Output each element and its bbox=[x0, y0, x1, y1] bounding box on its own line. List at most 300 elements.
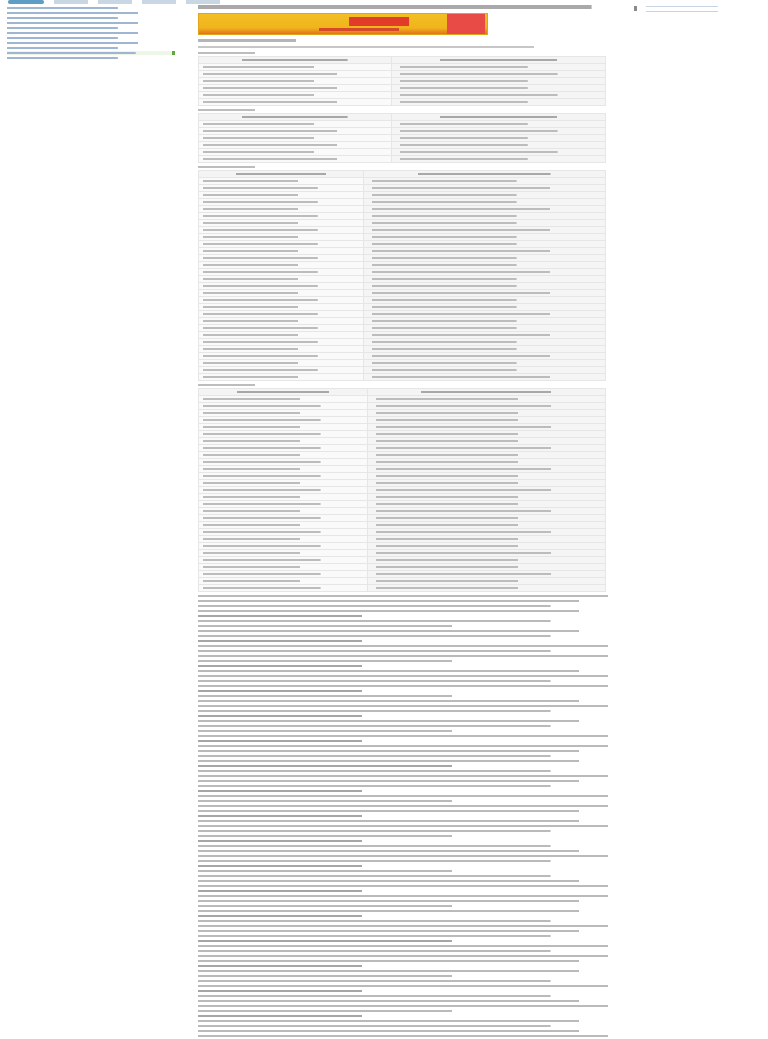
table-cell-label bbox=[199, 318, 364, 325]
answer-line bbox=[198, 1009, 608, 1013]
table-cell-label bbox=[199, 213, 364, 220]
table-cell-label bbox=[199, 536, 368, 543]
table-cell-answer bbox=[364, 192, 606, 199]
table-row bbox=[199, 543, 606, 550]
table-cell-label bbox=[199, 128, 392, 135]
table-cell-answer bbox=[364, 311, 606, 318]
answer-line bbox=[198, 994, 608, 998]
answer-line bbox=[198, 694, 608, 698]
left-nav-link[interactable] bbox=[7, 6, 175, 10]
top-nav-link[interactable] bbox=[54, 0, 88, 4]
table-cell-answer bbox=[364, 241, 606, 248]
answer-line bbox=[198, 789, 608, 793]
table-cell-label bbox=[199, 332, 364, 339]
table-row bbox=[199, 149, 606, 156]
answer-line bbox=[198, 859, 608, 863]
left-nav-link[interactable] bbox=[7, 16, 175, 20]
table-cell-answer bbox=[368, 536, 606, 543]
table-row bbox=[199, 135, 606, 142]
table-cell-answer bbox=[392, 99, 606, 106]
answer-line bbox=[198, 809, 608, 813]
table-row bbox=[199, 92, 606, 99]
table-cell-label bbox=[199, 466, 368, 473]
column-header bbox=[199, 171, 364, 178]
table-row bbox=[199, 220, 606, 227]
answer-line bbox=[198, 629, 608, 633]
promo-banner[interactable] bbox=[198, 13, 488, 35]
table-cell-answer bbox=[368, 438, 606, 445]
table-row bbox=[199, 304, 606, 311]
table-cell-answer bbox=[364, 367, 606, 374]
sidebar-link[interactable] bbox=[646, 5, 726, 8]
table-cell-label bbox=[199, 269, 364, 276]
table-row bbox=[199, 318, 606, 325]
answer-line bbox=[198, 664, 608, 668]
table-cell-label bbox=[199, 396, 368, 403]
table-cell-answer bbox=[364, 206, 606, 213]
table-cell-label bbox=[199, 445, 368, 452]
table-cell-answer bbox=[368, 515, 606, 522]
left-nav-link[interactable] bbox=[7, 31, 175, 35]
table-cell-answer bbox=[392, 92, 606, 99]
table-cell-answer bbox=[368, 501, 606, 508]
table-cell-label bbox=[199, 403, 368, 410]
table-cell-answer bbox=[392, 71, 606, 78]
answer-line bbox=[198, 724, 608, 728]
left-nav-link[interactable] bbox=[7, 36, 175, 40]
answer-line bbox=[198, 769, 608, 773]
table-cell-label bbox=[199, 473, 368, 480]
table-cell-label bbox=[199, 585, 368, 592]
left-navigation bbox=[7, 6, 175, 61]
table-cell-answer bbox=[364, 325, 606, 332]
worksheet-table bbox=[198, 113, 606, 163]
table-row bbox=[199, 178, 606, 185]
table-cell-label bbox=[199, 135, 392, 142]
table-cell-label bbox=[199, 501, 368, 508]
answer-line bbox=[198, 674, 608, 678]
table-cell-answer bbox=[364, 262, 606, 269]
sidebar-link[interactable] bbox=[646, 10, 726, 13]
table-row bbox=[199, 311, 606, 318]
table-cell-label bbox=[199, 149, 392, 156]
table-cell-answer bbox=[364, 290, 606, 297]
table-cell-label bbox=[199, 374, 364, 381]
table-cell-answer bbox=[364, 248, 606, 255]
table-cell-label bbox=[199, 578, 368, 585]
answer-line bbox=[198, 834, 608, 838]
table-cell-label bbox=[199, 550, 368, 557]
table-cell-label bbox=[199, 234, 364, 241]
section-heading bbox=[198, 37, 608, 43]
answer-line bbox=[198, 594, 608, 598]
table-cell-answer bbox=[368, 550, 606, 557]
left-nav-link-active[interactable] bbox=[7, 51, 175, 55]
answer-line bbox=[198, 819, 608, 823]
column-header bbox=[368, 389, 606, 396]
answer-line bbox=[198, 714, 608, 718]
table-cell-label bbox=[199, 220, 364, 227]
table-row bbox=[199, 276, 606, 283]
table-cell-answer bbox=[364, 178, 606, 185]
answer-line bbox=[198, 949, 608, 953]
table-cell-label bbox=[199, 438, 368, 445]
answer-line bbox=[198, 739, 608, 743]
table-row bbox=[199, 466, 606, 473]
table-cell-answer bbox=[368, 480, 606, 487]
answer-line bbox=[198, 944, 608, 948]
table-row bbox=[199, 459, 606, 466]
answer-line bbox=[198, 1014, 608, 1018]
question-label bbox=[198, 50, 608, 55]
table-cell-answer bbox=[368, 522, 606, 529]
answer-line bbox=[198, 954, 608, 958]
answer-line bbox=[198, 874, 608, 878]
table-row bbox=[199, 550, 606, 557]
table-cell-answer bbox=[392, 64, 606, 71]
table-cell-answer bbox=[392, 142, 606, 149]
table-cell-label bbox=[199, 248, 364, 255]
table-row bbox=[199, 585, 606, 592]
table-cell-answer bbox=[392, 121, 606, 128]
table-cell-answer bbox=[392, 156, 606, 163]
table-row bbox=[199, 522, 606, 529]
answer-line bbox=[198, 689, 608, 693]
table-cell-answer bbox=[368, 452, 606, 459]
table-cell-label bbox=[199, 360, 364, 367]
answer-line bbox=[198, 774, 608, 778]
table-cell-label bbox=[199, 304, 364, 311]
table-cell-label bbox=[199, 255, 364, 262]
worksheet-table bbox=[198, 56, 606, 106]
answer-line bbox=[198, 974, 608, 978]
answer-line bbox=[198, 839, 608, 843]
answer-line bbox=[198, 864, 608, 868]
answer-line bbox=[198, 1004, 608, 1008]
table-row bbox=[199, 206, 606, 213]
table-cell-label bbox=[199, 156, 392, 163]
answer-line bbox=[198, 649, 608, 653]
left-nav-link[interactable] bbox=[7, 56, 175, 60]
answer-line bbox=[198, 939, 608, 943]
answer-line bbox=[198, 984, 608, 988]
table-cell-label bbox=[199, 367, 364, 374]
table-cell-label bbox=[199, 346, 364, 353]
table-cell-answer bbox=[364, 234, 606, 241]
left-nav-link[interactable] bbox=[7, 11, 175, 15]
table-row bbox=[199, 64, 606, 71]
table-cell-label bbox=[199, 571, 368, 578]
table-cell-answer bbox=[368, 403, 606, 410]
table-row bbox=[199, 536, 606, 543]
answer-line bbox=[198, 849, 608, 853]
answer-line bbox=[198, 624, 608, 628]
answer-line bbox=[198, 824, 608, 828]
promo-image bbox=[447, 14, 485, 34]
answer-line bbox=[198, 604, 608, 608]
answer-line bbox=[198, 779, 608, 783]
table-row bbox=[199, 431, 606, 438]
answer-line bbox=[198, 684, 608, 688]
table-row bbox=[199, 192, 606, 199]
answer-line bbox=[198, 764, 608, 768]
table-cell-label bbox=[199, 121, 392, 128]
table-cell-answer bbox=[368, 473, 606, 480]
table-cell-label bbox=[199, 459, 368, 466]
table-row bbox=[199, 241, 606, 248]
column-header bbox=[392, 57, 606, 64]
table-cell-label bbox=[199, 431, 368, 438]
table-row bbox=[199, 99, 606, 106]
table-cell-label bbox=[199, 241, 364, 248]
answer-line bbox=[198, 1019, 608, 1023]
table-row bbox=[199, 529, 606, 536]
table-row bbox=[199, 564, 606, 571]
table-row bbox=[199, 367, 606, 374]
table-row bbox=[199, 557, 606, 564]
table-cell-label bbox=[199, 290, 364, 297]
table-cell-answer bbox=[368, 571, 606, 578]
answer-line bbox=[198, 929, 608, 933]
left-nav-link[interactable] bbox=[7, 41, 175, 45]
table-cell-label bbox=[199, 227, 364, 234]
worksheet-table bbox=[198, 388, 606, 592]
column-header bbox=[199, 389, 368, 396]
answer-line bbox=[198, 734, 608, 738]
table-row bbox=[199, 424, 606, 431]
table-row bbox=[199, 396, 606, 403]
article bbox=[198, 2, 608, 1039]
column-header bbox=[199, 114, 392, 121]
answer-line bbox=[198, 669, 608, 673]
top-nav-link[interactable] bbox=[142, 0, 176, 4]
table-cell-label bbox=[199, 262, 364, 269]
table-cell-label bbox=[199, 85, 392, 92]
table-row bbox=[199, 360, 606, 367]
table-cell-answer bbox=[368, 431, 606, 438]
left-nav-link[interactable] bbox=[7, 21, 175, 25]
table-cell-answer bbox=[368, 578, 606, 585]
table-row bbox=[199, 283, 606, 290]
table-row bbox=[199, 255, 606, 262]
table-cell-label bbox=[199, 494, 368, 501]
table-cell-answer bbox=[364, 227, 606, 234]
table-cell-answer bbox=[368, 564, 606, 571]
answer-line bbox=[198, 794, 608, 798]
page-title bbox=[198, 2, 608, 12]
answer-line bbox=[198, 709, 608, 713]
table-cell-label bbox=[199, 192, 364, 199]
table-row bbox=[199, 234, 606, 241]
table-cell-label bbox=[199, 353, 364, 360]
table-row bbox=[199, 403, 606, 410]
table-row bbox=[199, 480, 606, 487]
answer-line bbox=[198, 814, 608, 818]
column-header bbox=[199, 57, 392, 64]
answer-line bbox=[198, 829, 608, 833]
table-row bbox=[199, 185, 606, 192]
table-cell-answer bbox=[368, 557, 606, 564]
table-row bbox=[199, 297, 606, 304]
table-header-row bbox=[199, 57, 606, 64]
table-cell-label bbox=[199, 64, 392, 71]
table-row bbox=[199, 501, 606, 508]
table-cell-label bbox=[199, 515, 368, 522]
table-cell-answer bbox=[364, 374, 606, 381]
table-cell-label bbox=[199, 78, 392, 85]
table-cell-answer bbox=[364, 185, 606, 192]
table-cell-label bbox=[199, 522, 368, 529]
table-row bbox=[199, 346, 606, 353]
table-cell-answer bbox=[368, 487, 606, 494]
table-cell-label bbox=[199, 283, 364, 290]
table-cell-answer bbox=[368, 543, 606, 550]
table-cell-answer bbox=[364, 297, 606, 304]
table-cell-answer bbox=[364, 283, 606, 290]
table-row bbox=[199, 156, 606, 163]
table-cell-answer bbox=[368, 410, 606, 417]
table-row bbox=[199, 262, 606, 269]
table-row bbox=[199, 353, 606, 360]
table-row bbox=[199, 269, 606, 276]
tables-container bbox=[198, 50, 608, 592]
answer-line bbox=[198, 719, 608, 723]
answer-line bbox=[198, 959, 608, 963]
left-nav-link[interactable] bbox=[7, 26, 175, 30]
table-row bbox=[199, 438, 606, 445]
table-cell-label bbox=[199, 508, 368, 515]
table-cell-label bbox=[199, 185, 364, 192]
table-row bbox=[199, 121, 606, 128]
table-cell-answer bbox=[364, 332, 606, 339]
answer-line bbox=[198, 1029, 608, 1033]
answer-line bbox=[198, 699, 608, 703]
table-row bbox=[199, 78, 606, 85]
table-row bbox=[199, 571, 606, 578]
answer-line bbox=[198, 599, 608, 603]
answer-line bbox=[198, 869, 608, 873]
table-cell-label bbox=[199, 276, 364, 283]
table-row bbox=[199, 71, 606, 78]
answer-line bbox=[198, 759, 608, 763]
table-cell-label bbox=[199, 297, 364, 304]
column-header bbox=[392, 114, 606, 121]
answer-line bbox=[198, 884, 608, 888]
table-cell-answer bbox=[364, 220, 606, 227]
table-cell-answer bbox=[368, 424, 606, 431]
table-cell-label bbox=[199, 417, 368, 424]
table-row bbox=[199, 508, 606, 515]
answer-line bbox=[198, 919, 608, 923]
table-cell-answer bbox=[392, 149, 606, 156]
table-cell-label bbox=[199, 92, 392, 99]
answer-line bbox=[198, 854, 608, 858]
answer-line bbox=[198, 659, 608, 663]
answer-line bbox=[198, 609, 608, 613]
answer-line bbox=[198, 894, 608, 898]
answer-line bbox=[198, 889, 608, 893]
table-cell-label bbox=[199, 142, 392, 149]
table-cell-answer bbox=[364, 346, 606, 353]
table-cell-answer bbox=[364, 360, 606, 367]
top-nav-link[interactable] bbox=[98, 0, 132, 4]
table-cell-answer bbox=[368, 445, 606, 452]
bookmark-icon[interactable] bbox=[634, 6, 637, 11]
answer-line bbox=[198, 804, 608, 808]
table-header-row bbox=[199, 389, 606, 396]
intro-text bbox=[198, 44, 608, 49]
answer-line bbox=[198, 979, 608, 983]
table-cell-answer bbox=[364, 318, 606, 325]
table-cell-answer bbox=[364, 339, 606, 346]
table-row bbox=[199, 332, 606, 339]
table-cell-label bbox=[199, 311, 364, 318]
answer-line bbox=[198, 704, 608, 708]
answer-line bbox=[198, 679, 608, 683]
answer-line bbox=[198, 914, 608, 918]
table-row bbox=[199, 325, 606, 332]
answers-section bbox=[198, 594, 608, 1038]
table-cell-answer bbox=[364, 276, 606, 283]
answer-line bbox=[198, 924, 608, 928]
table-cell-label bbox=[199, 557, 368, 564]
answer-line bbox=[198, 904, 608, 908]
table-row bbox=[199, 487, 606, 494]
table-row bbox=[199, 227, 606, 234]
answer-line bbox=[198, 1024, 608, 1028]
table-row bbox=[199, 128, 606, 135]
table-cell-label bbox=[199, 206, 364, 213]
answer-line bbox=[198, 754, 608, 758]
answer-line bbox=[198, 749, 608, 753]
table-cell-answer bbox=[368, 396, 606, 403]
table-cell-answer bbox=[364, 269, 606, 276]
table-row bbox=[199, 515, 606, 522]
table-row bbox=[199, 142, 606, 149]
table-row bbox=[199, 494, 606, 501]
answer-line bbox=[198, 899, 608, 903]
table-row bbox=[199, 473, 606, 480]
table-cell-answer bbox=[368, 585, 606, 592]
answer-line bbox=[198, 614, 608, 618]
right-sidebar bbox=[646, 5, 726, 15]
answer-line bbox=[198, 744, 608, 748]
answer-line bbox=[198, 654, 608, 658]
table-cell-label bbox=[199, 564, 368, 571]
left-nav-link[interactable] bbox=[7, 46, 175, 50]
table-row bbox=[199, 578, 606, 585]
table-cell-label bbox=[199, 424, 368, 431]
table-cell-answer bbox=[392, 128, 606, 135]
answer-line bbox=[198, 934, 608, 938]
table-cell-label bbox=[199, 452, 368, 459]
table-row bbox=[199, 445, 606, 452]
answer-line bbox=[198, 644, 608, 648]
table-row bbox=[199, 85, 606, 92]
table-cell-answer bbox=[392, 78, 606, 85]
table-row bbox=[199, 374, 606, 381]
table-cell-label bbox=[199, 99, 392, 106]
table-row bbox=[199, 213, 606, 220]
table-cell-answer bbox=[368, 529, 606, 536]
site-logo[interactable] bbox=[8, 0, 44, 4]
answer-line bbox=[198, 909, 608, 913]
table-row bbox=[199, 248, 606, 255]
table-cell-label bbox=[199, 178, 364, 185]
table-cell-answer bbox=[364, 255, 606, 262]
table-cell-label bbox=[199, 543, 368, 550]
table-cell-label bbox=[199, 529, 368, 536]
